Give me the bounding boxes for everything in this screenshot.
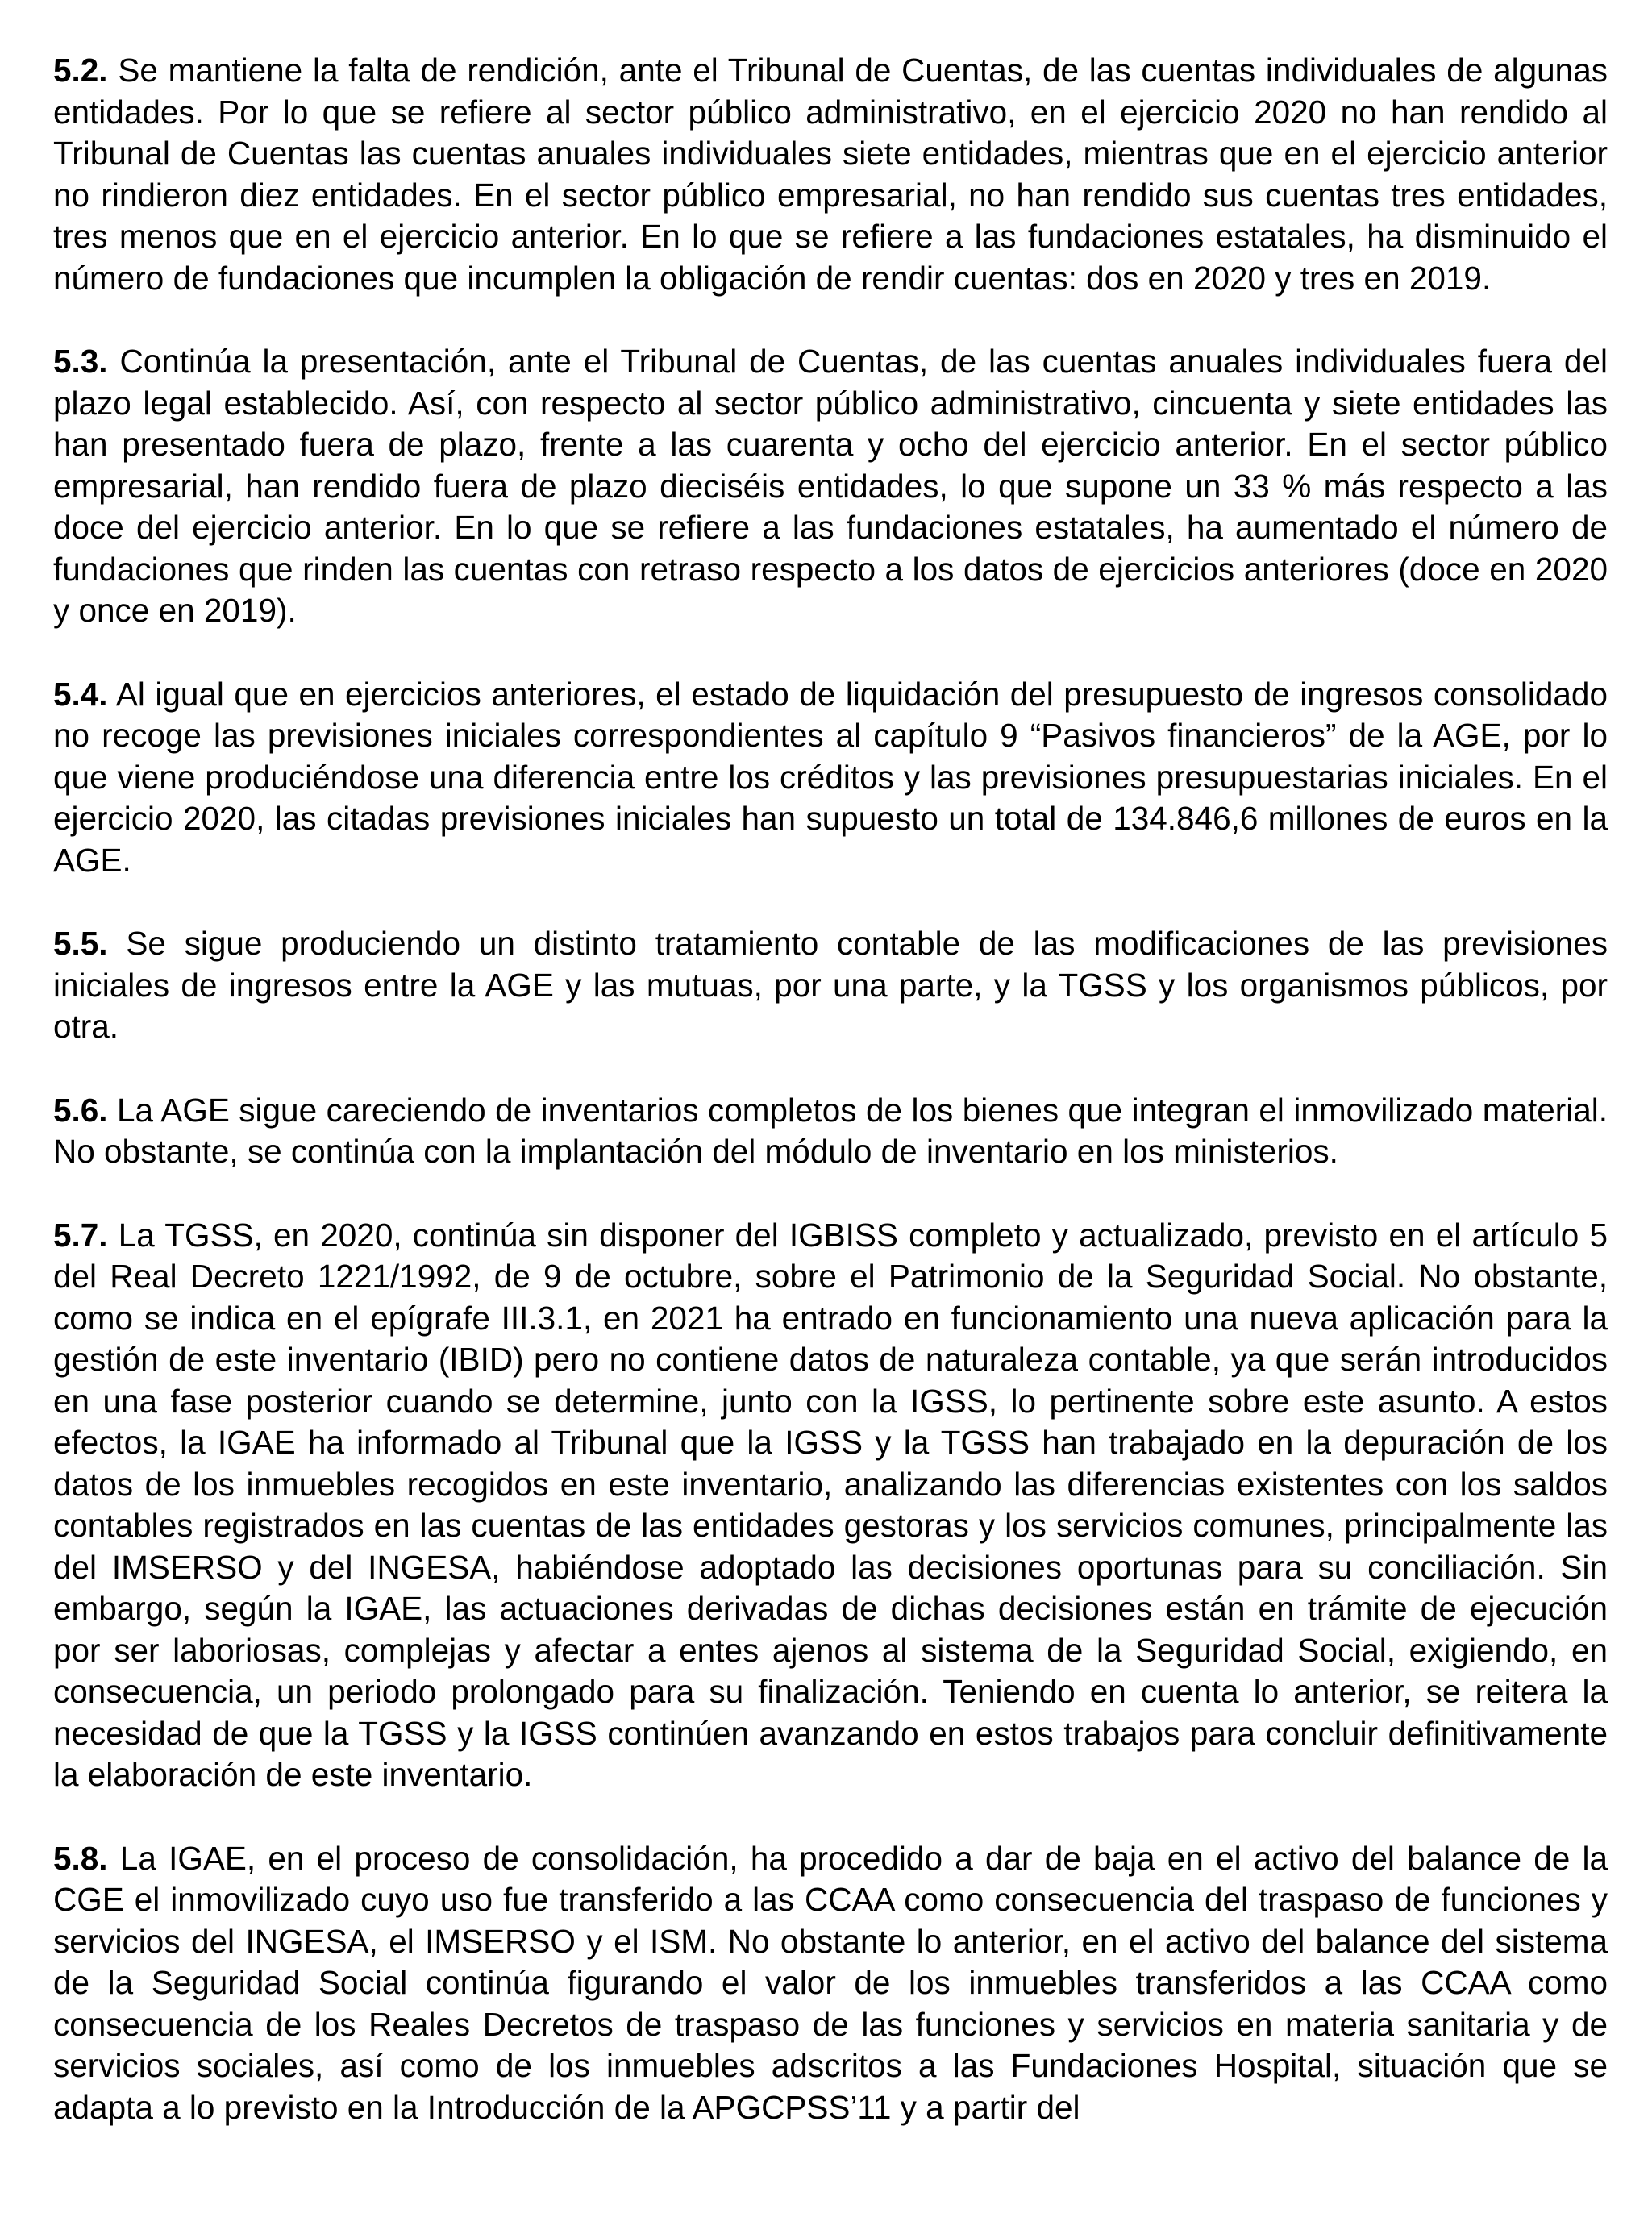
paragraph-number: 5.4. — [53, 675, 108, 713]
paragraph-number: 5.7. — [53, 1216, 108, 1254]
paragraph-text: Se mantiene la falta de rendición, ante el Tribunal de Cuentas, de las cuentas individuales de algunas entidades. Por lo que se refiere al sector público administrativo, en el ejercicio 2020 no han rendido al Tribunal de Cuentas las cuentas anuales individuales siete entidades, mientras que en el ejercicio anterior no rindieron diez entidades. En el sector público empresarial, no han rendido sus cuentas tres entidades, tres menos que en el ejercicio anterior. En lo que se refiere a las fundaciones estatales, ha disminuido el número de fundaciones que incumplen la obligación de rendir cuentas: dos en 2020 y tres en 2019. — [53, 52, 1608, 297]
paragraph-5-4 — [53, 674, 1608, 882]
paragraph-5-3 — [53, 341, 1608, 632]
document-page — [53, 50, 1608, 2128]
paragraph-text: La IGAE, en el proceso de consolidación, ha procedido a dar de baja en el activo del balance de la CGE el inmovilizado cuyo uso fue transferido a las CCAA como consecuencia del traspaso de funciones y servicios del INGESA, el IMSERSO y el ISM. No obstante lo anterior, en el activo del balance del sistema de la Seguridad Social continúa figurando el valor de los inmuebles transferidos a las CCAA como consecuencia de los Reales Decretos de traspaso de las funciones y servicios en materia sanitaria y de servicios sociales, así como de los inmuebles adscritos a las Fundaciones Hospital, situación que se adapta a lo previsto en la Introducción de la APGCPSS’11 y a partir del — [53, 1839, 1608, 2126]
paragraph-number: 5.3. — [53, 343, 108, 380]
paragraph-text: Continúa la presentación, ante el Tribunal de Cuentas, de las cuentas anuales individuales fuera del plazo legal establecido. Así, con respecto al sector público administrativo, cincuenta y siete entidades las han presentado fuera de plazo, frente a las cuarenta y ocho del ejercicio anterior. En el sector público empresarial, han rendido fuera de plazo dieciséis entidades, lo que supone un 33 % más respecto a las doce del ejercicio anterior. En lo que se refiere a las fundaciones estatales, ha aumentado el número de fundaciones que rinden las cuentas con retraso respecto a los datos de ejercicios anteriores (doce en 2020 y once en 2019). — [53, 343, 1608, 629]
paragraph-text: La AGE sigue careciendo de inventarios completos de los bienes que integran el inmovilizado material. No obstante, se continúa con la implantación del módulo de inventario en los ministerios. — [53, 1091, 1608, 1170]
paragraph-text: La TGSS, en 2020, continúa sin disponer del IGBISS completo y actualizado, previsto en el artículo 5 del Real Decreto 1221/1992, de 9 de octubre, sobre el Patrimonio de la Seguridad Social. No obstante, como se indica en el epígrafe III.3.1, en 2021 ha entrado en funcionamiento una nueva aplicación para la gestión de este inventario (IBID) pero no contiene datos de naturaleza contable, ya que serán introducidos en una fase posterior cuando se determine, junto con la IGSS, lo pertinente sobre este asunto. A estos efectos, la IGAE ha informado al Tribunal que la IGSS y la TGSS han trabajado en la depuración de los datos de los inmuebles recogidos en este inventario, analizando las diferencias existentes con los saldos contables registrados en las cuentas de las entidades gestoras y los servicios comunes, principalmente las del IMSERSO y del INGESA, habiéndose adoptado las decisiones oportunas para su conciliación. Sin embargo, según la IGAE, las actuaciones derivadas de dichas decisiones están en trámite de ejecución por ser laboriosas, complejas y afectar a entes ajenos al sistema de la Seguridad Social, exigiendo, en consecuencia, un periodo prolongado para su finalización. Teniendo en cuenta lo anterior, se reitera la necesidad de que la TGSS y la IGSS continúen avanzando en estos trabajos para concluir definitivamente la elaboración de este inventario. — [53, 1216, 1608, 1793]
paragraph-5-6 — [53, 1090, 1608, 1173]
paragraph-number: 5.6. — [53, 1091, 108, 1129]
paragraph-5-5 — [53, 923, 1608, 1048]
paragraph-5-7 — [53, 1215, 1608, 1796]
paragraph-5-2 — [53, 50, 1608, 299]
paragraph-5-8 — [53, 1838, 1608, 2129]
paragraph-number: 5.5. — [53, 925, 108, 962]
paragraph-number: 5.2. — [53, 52, 108, 89]
paragraph-text: Se sigue produciendo un distinto tratamiento contable de las modificaciones de las previsiones iniciales de ingresos entre la AGE y las mutuas, por una parte, y la TGSS y los organismos públicos, por otra. — [53, 925, 1608, 1045]
paragraph-number: 5.8. — [53, 1839, 108, 1877]
paragraph-text: Al igual que en ejercicios anteriores, el estado de liquidación del presupuesto de ingresos consolidado no recoge las previsiones iniciales correspondientes al capítulo 9 “Pasivos financieros” de la AGE, por lo que viene produciéndose una diferencia entre los créditos y las previsiones presupuestarias iniciales. En el ejercicio 2020, las citadas previsiones iniciales han supuesto un total de 134.846,6 millones de euros en la AGE. — [53, 675, 1608, 879]
